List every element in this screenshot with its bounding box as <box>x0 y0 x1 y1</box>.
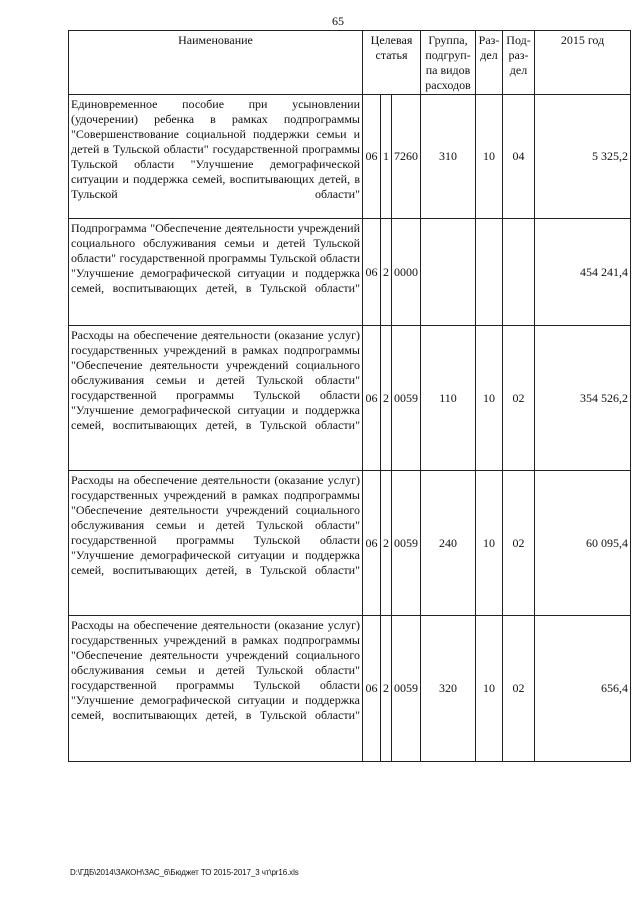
row-name: Расходы на обеспечение деятельности (оказание услуг) государственных учреждений в рамках подпрограммы "Обеспечение деятельности учреждений социального обслуживания семьи и детей Тульской области" государственной программы Тульской области "Улучшение демографической ситуации и поддержка семей, воспитывающих детей, в Тульской области" <box>69 616 363 762</box>
page-number: 65 <box>332 14 344 28</box>
group-code: 320 <box>421 616 476 762</box>
subsection-code: 04 <box>503 95 535 219</box>
group-code: 240 <box>421 471 476 616</box>
header-year: 2015 год <box>535 31 631 95</box>
target-part-2: 2 <box>381 471 392 616</box>
group-code <box>421 219 476 326</box>
subsection-code: 02 <box>503 616 535 762</box>
amount: 454 241,4 <box>535 219 631 326</box>
file-path-footer: D:\ГДБ\2014\ЗАКОН\ЗАС_6\Бюджет ТО 2015-2017_3 чт\pr16.xls <box>70 868 299 877</box>
target-part-2: 2 <box>381 616 392 762</box>
section-code: 10 <box>476 616 503 762</box>
section-code <box>476 219 503 326</box>
section-code: 10 <box>476 471 503 616</box>
header-name: Наименование <box>69 31 363 95</box>
target-part-2: 2 <box>381 326 392 471</box>
budget-table <box>68 30 631 762</box>
target-part-3: 0059 <box>392 616 421 762</box>
target-part-3: 0059 <box>392 471 421 616</box>
subsection-code <box>503 219 535 326</box>
section-code: 10 <box>476 95 503 219</box>
target-part-1: 06 <box>363 471 381 616</box>
row-name: Подпрограмма "Обеспечение деятельности учреждений социального обслуживания семьи и детей Тульской области" государственной программы Тульской области "Улучшение демографической ситуации и поддержка семей, воспитывающих детей, в Тульской области" <box>69 219 363 326</box>
table-row <box>69 616 631 762</box>
target-part-1: 06 <box>363 95 381 219</box>
row-name: Расходы на обеспечение деятельности (оказание услуг) государственных учреждений в рамках подпрограммы "Обеспечение деятельности учреждений социального обслуживания семьи и детей Тульской области" государственной программы Тульской области "Улучшение демографической ситуации и поддержка семей, воспитывающих детей, в Тульской области" <box>69 326 363 471</box>
table-row <box>69 471 631 616</box>
group-code: 310 <box>421 95 476 219</box>
target-part-3: 0059 <box>392 326 421 471</box>
row-name: Расходы на обеспечение деятельности (оказание услуг) государственных учреждений в рамках подпрограммы "Обеспечение деятельности учреждений социального обслуживания семьи и детей Тульской области" государственной программы Тульской области "Улучшение демографической ситуации и поддержка семей, воспитывающих детей, в Тульской области" <box>69 471 363 616</box>
amount: 656,4 <box>535 616 631 762</box>
header-group: Группа, подгруп- па видов расходов <box>421 31 476 95</box>
header-section: Раз- дел <box>476 31 503 95</box>
subsection-code: 02 <box>503 326 535 471</box>
table-row <box>69 326 631 471</box>
amount: 5 325,2 <box>535 95 631 219</box>
target-part-2: 2 <box>381 219 392 326</box>
target-part-1: 06 <box>363 326 381 471</box>
row-name: Единовременное пособие при усыновлении (удочерении) ребенка в рамках подпрограммы "Совершенствование социальной поддержки семьи и детей в Тульской области" государственной программы Тульской области "Улучшение демографической ситуации и поддержка семей, воспитывающих детей, в Тульской области" <box>69 95 363 219</box>
target-part-1: 06 <box>363 616 381 762</box>
table-row <box>69 219 631 326</box>
target-part-2: 1 <box>381 95 392 219</box>
target-part-3: 7260 <box>392 95 421 219</box>
header-row <box>69 31 631 95</box>
target-part-3: 0000 <box>392 219 421 326</box>
group-code: 110 <box>421 326 476 471</box>
header-subsection: Под- раз- дел <box>503 31 535 95</box>
subsection-code: 02 <box>503 471 535 616</box>
target-part-1: 06 <box>363 219 381 326</box>
section-code: 10 <box>476 326 503 471</box>
amount: 354 526,2 <box>535 326 631 471</box>
amount: 60 095,4 <box>535 471 631 616</box>
table-row <box>69 95 631 219</box>
header-target: Целевая статья <box>363 31 421 95</box>
